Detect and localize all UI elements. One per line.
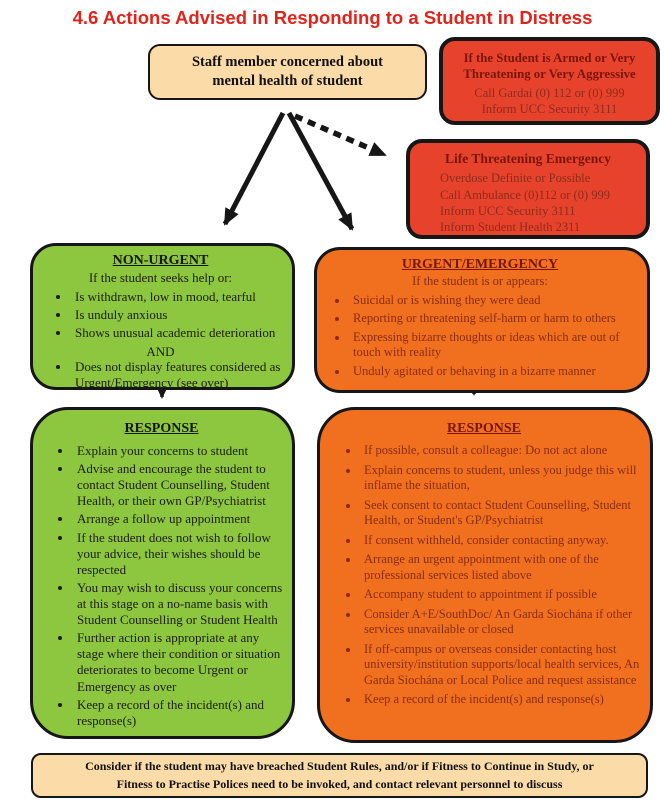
staff-concern-box [148,44,427,100]
bullet-item: • Is withdrawn, low in mood, tearful [71,289,284,305]
non-urgent-response-list [39,443,284,729]
bullet-item: • Explain concerns to student, unless you judge this will inflame the situation, [360,463,642,494]
fitness-to-practise-lines [47,758,632,793]
urgent-response-list [326,443,642,708]
armed-threat-box [439,37,660,125]
page-title: 4.6 Actions Advised in Responding to a Student in Distress [72,7,593,28]
bullet-item: • Does not display features considered as Urgent/Emergency (see over) [71,359,284,391]
fitness-to-practise-box [31,753,648,798]
bullet-item: • Advise and encourage the student to contact Student Counselling, Student Health, or their own GP/Psychiatrist [73,461,284,509]
non-urgent-response-box [30,407,295,739]
life-threatening-instructions [410,170,646,235]
arrow-to-non-urgent [225,113,283,224]
bullet-item: • Further action is appropriate at any stage where their condition or situation deteriorates to become Urgent or Emergency as over [73,630,284,694]
non-urgent-subtitle: If the student seeks help or: [88,270,233,285]
arrow-to-urgent [289,113,352,229]
bullet-item: • Arrange an urgent appointment with one of the professional services listed above [360,552,642,583]
bullet-item: • If off-campus or overseas consider contacting host university/institution supports/local health services, An Garda Siochána or Local Police and request assistance [360,642,642,689]
staff-concern-line: Staff member concerned about [191,54,384,71]
and-label: AND [146,343,175,359]
life-threatening-box [406,139,650,239]
bullet-item: • Suicidal or is wishing they were dead [349,293,639,309]
fitness-to-practise-line: Fitness to Practise Polices need to be invoked, and contact relevant personnel to discuss [116,776,563,791]
bullet-item: • You may wish to discuss your concerns at this stage on a no-name basis with Student Counselling or Student Health [73,580,284,628]
urgent-emergency-list [321,293,639,380]
armed-threat-instruction-line: Inform UCC Security 3111 [481,102,618,116]
armed-threat-title [443,50,656,83]
bullet-item: • Keep a record of the incident(s) and response(s) [73,697,284,729]
urgent-response-title: RESPONSE [447,421,521,436]
bullet-item: • If possible, consult a colleague: Do not act alone [360,443,642,459]
bullet-item: • Keep a record of the incident(s) and response(s) [360,692,642,708]
bullet-item: • Explain your concerns to student [73,443,284,459]
non-urgent-response-title: RESPONSE [124,421,199,436]
bullet-item: • Seek consent to contact Student Counselling, Student Health, or Student's GP/Psychiatrist [360,498,642,529]
non-urgent-box [30,243,295,390]
armed-threat-instructions [443,85,656,118]
bullet-item: • Arrange a follow up appointment [73,511,284,527]
dashed-arrow-to-life-threatening [295,116,385,155]
life-threatening-title: Life Threatening Emergency [445,151,611,166]
life-threatening-instruction-line: Call Ambulance (0)112 or (0) 999 [440,187,610,202]
bullet-item: • Shows unusual academic deterioration [71,325,284,341]
bullet-item: • If the student does not wish to follow your advice, their wishes should be respected [73,530,284,578]
bullet-item: • Reporting or threatening self-harm or harm to others [349,311,639,327]
staff-concern-lines [150,53,425,91]
urgent-emergency-subtitle: If the student is or appears: [412,274,548,288]
life-threatening-instruction-line: Inform UCC Security 3111 [440,203,576,218]
urgent-emergency-box [314,247,650,393]
life-threatening-instruction-line: Inform Student Health 2311 [440,220,581,235]
armed-threat-title-line: Threatening or Very Aggressive [463,67,636,82]
life-threatening-instruction-line: Overdose Definite or Possible [440,171,591,186]
bullet-item: • Consider A+E/SouthDoc/ An Garda Siochána if other services unavailable or closed [360,607,642,638]
urgent-response-box [317,407,653,743]
non-urgent-list-continued [37,359,284,391]
armed-threat-title-line: If the Student is Armed or Very [463,51,636,65]
bullet-item: • Expressing bizarre thoughts or ideas which are out of touch with reality [349,330,639,361]
urgent-emergency-title: URGENT/EMERGENCY [401,257,559,272]
non-urgent-title: NON-URGENT [112,253,209,268]
bullet-item: • Unduly agitated or behaving in a bizarre manner [349,364,639,380]
fitness-to-practise-line: Consider if the student may have breached Student Rules, and/or if Fitness to Continue in Study, or [85,759,594,774]
bullet-item: • Is unduly anxious [71,307,284,323]
armed-threat-instruction-line: Call Gardai (0) 112 or (0) 999 [474,85,625,100]
non-urgent-list [37,289,284,341]
staff-concern-line: mental health of student [212,73,363,89]
bullet-item: • Accompany student to appointment if possible [360,587,642,603]
bullet-item: • If consent withheld, consider contacting anyway. [360,533,642,549]
